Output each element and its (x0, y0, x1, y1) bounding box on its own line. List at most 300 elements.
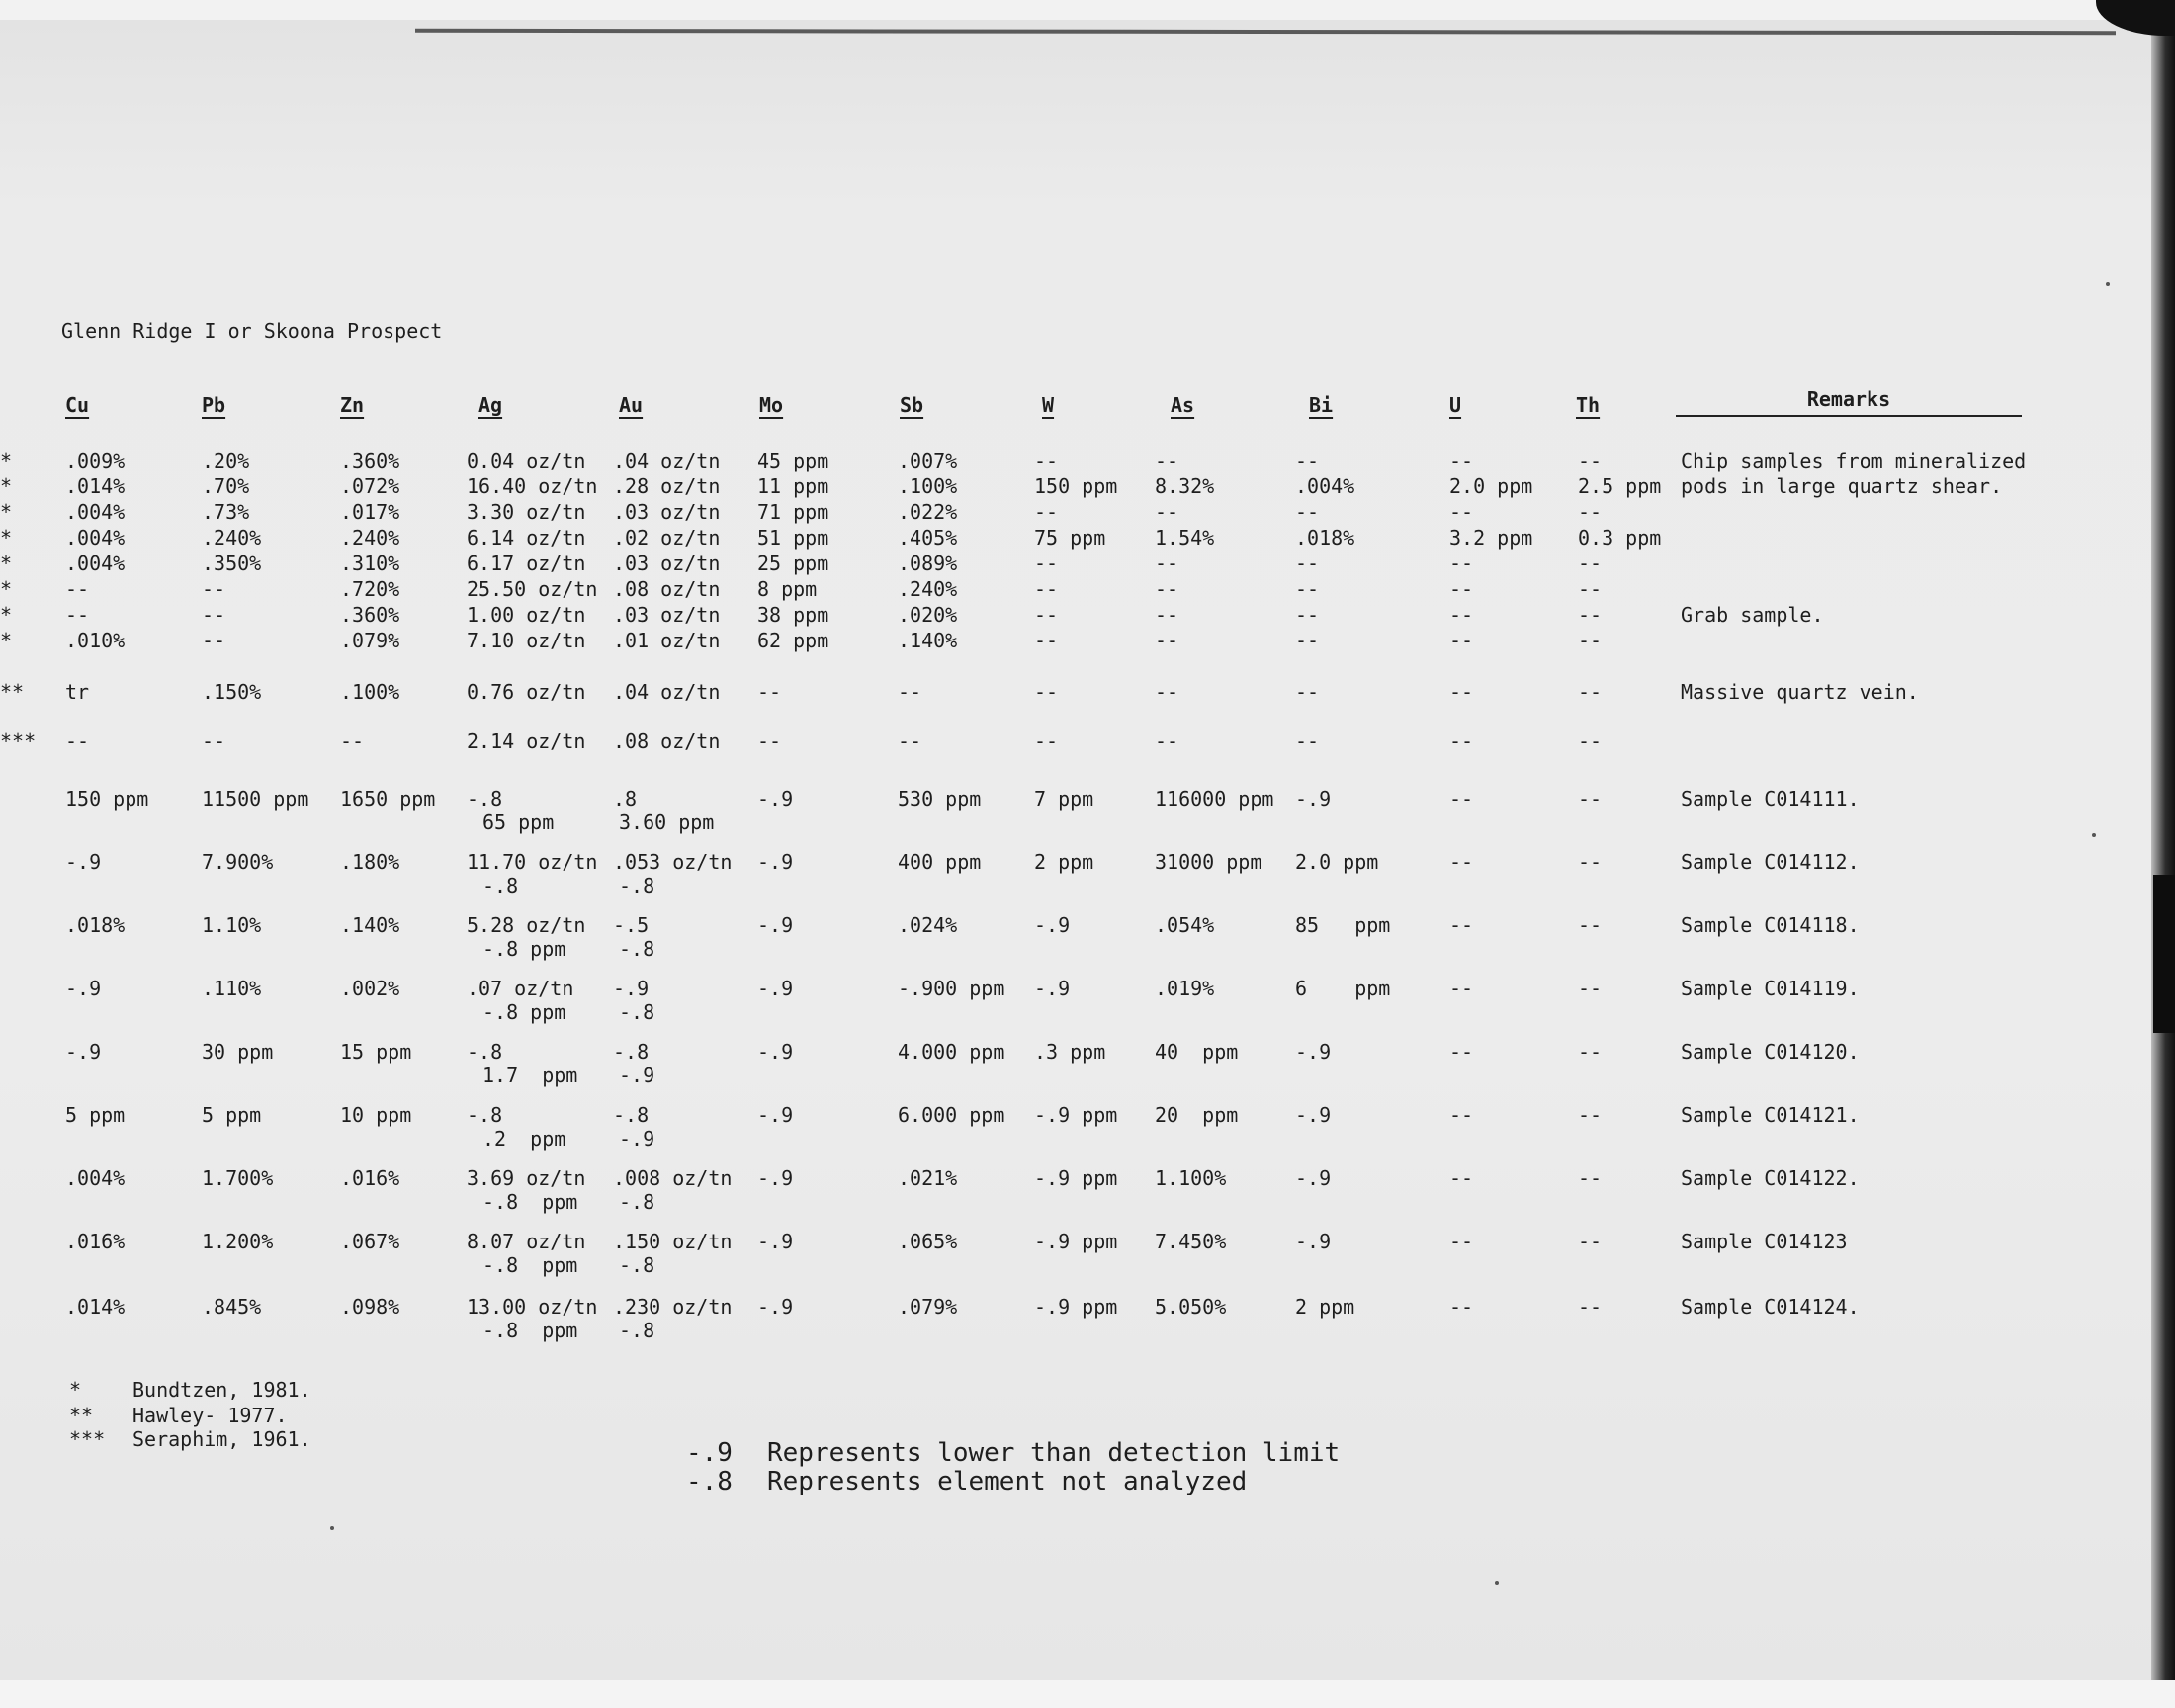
cell-bi: -- (1295, 680, 1320, 704)
scan-top-margin (0, 0, 2175, 20)
cell-ag2: 1.7 ppm (482, 1064, 578, 1087)
cell-cu: .018% (65, 913, 126, 937)
cell-ag: -.8 (467, 1040, 503, 1064)
cell-w: 2 ppm (1034, 850, 1094, 874)
cell-th: -- (1578, 552, 1603, 575)
cell-sb: -.900 ppm (898, 977, 1005, 1000)
cell-w: -- (1034, 577, 1059, 601)
cell-bi: -- (1295, 500, 1320, 524)
cell-sb: .100% (898, 474, 958, 498)
cell-au: .008 oz/tn (613, 1166, 733, 1190)
cell-as: -- (1155, 629, 1179, 652)
cell-cu: .016% (65, 1230, 126, 1253)
cell-pb: -- (202, 629, 226, 652)
cell-th: -- (1578, 913, 1603, 937)
cell-ag: 16.40 oz/tn (467, 474, 598, 498)
legend-code: -.9 (686, 1438, 733, 1468)
cell-au2: -.8 (619, 937, 655, 961)
cell-w: -- (1034, 552, 1059, 575)
cell-bi: -.9 (1295, 1230, 1332, 1253)
cell-au2: -.8 (619, 1319, 655, 1342)
header-as: As (1171, 393, 1195, 417)
cell-ag: 3.30 oz/tn (467, 500, 586, 524)
cell-pb: .240% (202, 526, 262, 550)
cell-w: 7 ppm (1034, 787, 1094, 811)
cell-au: -.5 (613, 913, 650, 937)
cell-as: 116000 ppm (1155, 787, 1274, 811)
cell-sb: 530 ppm (898, 787, 982, 811)
cell-au2: 3.60 ppm (619, 811, 715, 834)
cell-zn: -- (340, 729, 365, 753)
cell-ag2: -.8 ppm (482, 937, 566, 961)
cell-w: -- (1034, 680, 1059, 704)
cell-pb: .845% (202, 1295, 262, 1319)
cell-ag: 3.69 oz/tn (467, 1166, 586, 1190)
cell-remark: Sample C014112. (1681, 850, 1860, 874)
cell-mark: * (0, 474, 13, 498)
cell-ag2: 65 ppm (482, 811, 555, 834)
cell-as: -- (1155, 552, 1179, 575)
header-pb: Pb (202, 393, 226, 417)
cell-u: -- (1449, 1040, 1474, 1064)
cell-w: -.9 ppm (1034, 1166, 1118, 1190)
cell-au: .02 oz/tn (613, 526, 721, 550)
cell-sb: -- (898, 680, 922, 704)
cell-zn: .310% (340, 552, 400, 575)
cell-mark: * (0, 449, 13, 472)
cell-th: -- (1578, 500, 1603, 524)
cell-mo: 45 ppm (757, 449, 829, 472)
cell-remark: Grab sample. (1681, 603, 1824, 627)
scan-speck (2106, 282, 2110, 286)
cell-pb: 5 ppm (202, 1103, 262, 1127)
cell-mo: 8 ppm (757, 577, 818, 601)
cell-zn: .079% (340, 629, 400, 652)
cell-remark: Massive quartz vein. (1681, 680, 1919, 704)
cell-ag2: -.8 ppm (482, 1253, 578, 1277)
cell-as: -- (1155, 449, 1179, 472)
cell-ag: 6.14 oz/tn (467, 526, 586, 550)
cell-au: .04 oz/tn (613, 680, 721, 704)
cell-u: -- (1449, 1230, 1474, 1253)
cell-mo: 25 ppm (757, 552, 829, 575)
cell-as: 7.450% (1155, 1230, 1227, 1253)
cell-mo: -.9 (757, 1103, 794, 1127)
header-au: Au (619, 393, 644, 417)
cell-remark: Sample C014121. (1681, 1103, 1860, 1127)
cell-mark: * (0, 552, 13, 575)
footnote-text: Seraphim, 1961. (132, 1427, 311, 1451)
cell-mark: * (0, 629, 13, 652)
cell-u: -- (1449, 629, 1474, 652)
cell-ag: .07 oz/tn (467, 977, 574, 1000)
cell-as: 1.100% (1155, 1166, 1227, 1190)
cell-au: .8 (613, 787, 638, 811)
cell-w: -.9 ppm (1034, 1230, 1118, 1253)
cell-as: 40 ppm (1155, 1040, 1239, 1064)
cell-w: -.9 (1034, 913, 1071, 937)
cell-cu: .004% (65, 526, 126, 550)
cell-w: 150 ppm (1034, 474, 1118, 498)
cell-cu: -.9 (65, 1040, 102, 1064)
cell-bi: -.9 (1295, 1040, 1332, 1064)
cell-pb: .73% (202, 500, 250, 524)
cell-bi: -- (1295, 577, 1320, 601)
cell-au: .230 oz/tn (613, 1295, 733, 1319)
cell-au2: -.8 (619, 1253, 655, 1277)
cell-au: .08 oz/tn (613, 729, 721, 753)
cell-u: -- (1449, 913, 1474, 937)
legend-text: Represents element not analyzed (767, 1467, 1248, 1496)
cell-ag: -.8 (467, 1103, 503, 1127)
cell-pb: 1.10% (202, 913, 262, 937)
cell-pb: 1.700% (202, 1166, 274, 1190)
cell-au2: -.8 (619, 1190, 655, 1214)
header-ag: Ag (478, 393, 503, 417)
cell-au: .150 oz/tn (613, 1230, 733, 1253)
cell-au2: -.9 (619, 1064, 655, 1087)
cell-u: -- (1449, 500, 1474, 524)
footnote-text: Bundtzen, 1981. (132, 1378, 311, 1402)
cell-cu: .014% (65, 1295, 126, 1319)
cell-ag: 11.70 oz/tn (467, 850, 598, 874)
cell-w: -- (1034, 500, 1059, 524)
cell-au: .03 oz/tn (613, 603, 721, 627)
cell-zn: .240% (340, 526, 400, 550)
cell-u: -- (1449, 1295, 1474, 1319)
cell-w: -.9 (1034, 977, 1071, 1000)
cell-sb: .022% (898, 500, 958, 524)
cell-au: -.9 (613, 977, 650, 1000)
footnote-mark: ** (69, 1404, 94, 1427)
cell-as: 8.32% (1155, 474, 1215, 498)
cell-mark: *** (0, 729, 37, 753)
cell-bi: -- (1295, 449, 1320, 472)
cell-mark: * (0, 526, 13, 550)
scanner-edge-shadow (2151, 0, 2175, 1708)
cell-as: -- (1155, 500, 1179, 524)
cell-w: 75 ppm (1034, 526, 1106, 550)
cell-bi: 2 ppm (1295, 1295, 1355, 1319)
cell-ag: 6.17 oz/tn (467, 552, 586, 575)
cell-as: -- (1155, 729, 1179, 753)
cell-zn: 10 ppm (340, 1103, 412, 1127)
cell-sb: -- (898, 729, 922, 753)
cell-ag2: -.8 ppm (482, 1000, 566, 1024)
cell-th: -- (1578, 449, 1603, 472)
cell-bi: -.9 (1295, 787, 1332, 811)
cell-mark: * (0, 603, 13, 627)
cell-ag: 25.50 oz/tn (467, 577, 598, 601)
cell-pb: -- (202, 577, 226, 601)
cell-as: -- (1155, 603, 1179, 627)
cell-u: -- (1449, 787, 1474, 811)
cell-bi: -.9 (1295, 1166, 1332, 1190)
cell-sb: 4.000 ppm (898, 1040, 1005, 1064)
cell-th: -- (1578, 729, 1603, 753)
cell-zn: .720% (340, 577, 400, 601)
cell-au: .053 oz/tn (613, 850, 733, 874)
cell-zn: .360% (340, 603, 400, 627)
cell-sb: .065% (898, 1230, 958, 1253)
cell-mo: -.9 (757, 1040, 794, 1064)
footnote-mark: *** (69, 1427, 106, 1451)
cell-bi: 85 ppm (1295, 913, 1391, 937)
cell-zn: .100% (340, 680, 400, 704)
cell-zn: .016% (340, 1166, 400, 1190)
cell-w: -.9 ppm (1034, 1295, 1118, 1319)
cell-bi: 6 ppm (1295, 977, 1391, 1000)
cell-bi: -- (1295, 729, 1320, 753)
cell-zn: .067% (340, 1230, 400, 1253)
cell-au: .03 oz/tn (613, 552, 721, 575)
scan-bottom-margin (0, 1680, 2175, 1708)
cell-mo: 62 ppm (757, 629, 829, 652)
cell-mo: -- (757, 729, 782, 753)
cell-au2: -.8 (619, 874, 655, 897)
cell-pb: .350% (202, 552, 262, 575)
cell-cu: -- (65, 729, 90, 753)
cell-bi: -- (1295, 629, 1320, 652)
cell-au: -.8 (613, 1103, 650, 1127)
cell-th: -- (1578, 850, 1603, 874)
cell-remark: Sample C014119. (1681, 977, 1860, 1000)
cell-mo: -.9 (757, 1295, 794, 1319)
cell-u: 3.2 ppm (1449, 526, 1533, 550)
cell-remark: pods in large quartz shear. (1681, 474, 2003, 498)
cell-cu: 150 ppm (65, 787, 149, 811)
cell-au: .04 oz/tn (613, 449, 721, 472)
cell-th: -- (1578, 977, 1603, 1000)
cell-sb: .079% (898, 1295, 958, 1319)
cell-ag: -.8 (467, 787, 503, 811)
legend-code: -.8 (686, 1467, 733, 1496)
cell-sb: .140% (898, 629, 958, 652)
cell-pb: .150% (202, 680, 262, 704)
cell-w: -- (1034, 729, 1059, 753)
cell-mo: -.9 (757, 977, 794, 1000)
header-th: Th (1576, 393, 1601, 417)
cell-th: -- (1578, 1040, 1603, 1064)
cell-zn: .017% (340, 500, 400, 524)
cell-zn: .072% (340, 474, 400, 498)
cell-mo: -- (757, 680, 782, 704)
cell-u: 2.0 ppm (1449, 474, 1533, 498)
cell-ag: 2.14 oz/tn (467, 729, 586, 753)
cell-as: 20 ppm (1155, 1103, 1239, 1127)
cell-th: 0.3 ppm (1578, 526, 1662, 550)
cell-cu: tr (65, 680, 90, 704)
cell-remark: Sample C014124. (1681, 1295, 1860, 1319)
cell-as: .054% (1155, 913, 1215, 937)
cell-sb: .021% (898, 1166, 958, 1190)
cell-w: -- (1034, 603, 1059, 627)
footnote-mark: * (69, 1378, 82, 1402)
cell-th: 2.5 ppm (1578, 474, 1662, 498)
footnote-text: Hawley- 1977. (132, 1404, 288, 1427)
cell-zn: 1650 ppm (340, 787, 436, 811)
cell-cu: .004% (65, 552, 126, 575)
cell-as: 31000 ppm (1155, 850, 1262, 874)
header-w: W (1042, 393, 1055, 417)
cell-bi: -- (1295, 552, 1320, 575)
cell-th: -- (1578, 1103, 1603, 1127)
cell-sb: 6.000 ppm (898, 1103, 1005, 1127)
cell-au: .01 oz/tn (613, 629, 721, 652)
cell-u: -- (1449, 977, 1474, 1000)
cell-au2: -.8 (619, 1000, 655, 1024)
cell-u: -- (1449, 850, 1474, 874)
cell-sb: .089% (898, 552, 958, 575)
cell-mark: * (0, 577, 13, 601)
cell-u: -- (1449, 577, 1474, 601)
cell-u: -- (1449, 1166, 1474, 1190)
cell-au: .03 oz/tn (613, 500, 721, 524)
cell-cu: -- (65, 577, 90, 601)
cell-pb: .70% (202, 474, 250, 498)
header-remarks: Remarks (1676, 387, 2022, 417)
cell-u: -- (1449, 680, 1474, 704)
cell-remark: Chip samples from mineralized (1681, 449, 2027, 472)
cell-sb: 400 ppm (898, 850, 982, 874)
cell-remark: Sample C014123 (1681, 1230, 1848, 1253)
cell-sb: .024% (898, 913, 958, 937)
cell-pb: 30 ppm (202, 1040, 274, 1064)
cell-as: 5.050% (1155, 1295, 1227, 1319)
cell-th: -- (1578, 629, 1603, 652)
cell-th: -- (1578, 1230, 1603, 1253)
document-title: Glenn Ridge I or Skoona Prospect (61, 319, 443, 343)
cell-zn: 15 ppm (340, 1040, 412, 1064)
cell-u: -- (1449, 449, 1474, 472)
cell-ag: 5.28 oz/tn (467, 913, 586, 937)
cell-zn: .140% (340, 913, 400, 937)
cell-mo: 71 ppm (757, 500, 829, 524)
header-bi: Bi (1309, 393, 1334, 417)
cell-cu: 5 ppm (65, 1103, 126, 1127)
cell-cu: .004% (65, 500, 126, 524)
scanner-edge-notch (2153, 875, 2175, 1033)
cell-th: -- (1578, 787, 1603, 811)
cell-bi: .004% (1295, 474, 1355, 498)
cell-zn: .180% (340, 850, 400, 874)
cell-zn: .098% (340, 1295, 400, 1319)
cell-u: -- (1449, 1103, 1474, 1127)
legend-text: Represents lower than detection limit (767, 1438, 1341, 1468)
cell-cu: .009% (65, 449, 126, 472)
cell-th: -- (1578, 1166, 1603, 1190)
scan-speck (330, 1526, 334, 1530)
cell-mo: 51 ppm (757, 526, 829, 550)
cell-remark: Sample C014122. (1681, 1166, 1860, 1190)
cell-ag2: -.8 ppm (482, 1190, 578, 1214)
cell-pb: 7.900% (202, 850, 274, 874)
cell-mo: 38 ppm (757, 603, 829, 627)
cell-cu: -.9 (65, 850, 102, 874)
cell-mark: * (0, 500, 13, 524)
cell-ag2: .2 ppm (482, 1127, 566, 1151)
cell-as: -- (1155, 680, 1179, 704)
cell-pb: .110% (202, 977, 262, 1000)
cell-as: 1.54% (1155, 526, 1215, 550)
cell-pb: -- (202, 729, 226, 753)
cell-cu: .014% (65, 474, 126, 498)
cell-u: -- (1449, 552, 1474, 575)
cell-cu: .010% (65, 629, 126, 652)
cell-mark: ** (0, 680, 25, 704)
cell-sb: .007% (898, 449, 958, 472)
cell-ag: 13.00 oz/tn (467, 1295, 598, 1319)
cell-ag: 0.04 oz/tn (467, 449, 586, 472)
cell-mo: -.9 (757, 1166, 794, 1190)
cell-th: -- (1578, 1295, 1603, 1319)
cell-w: -- (1034, 629, 1059, 652)
cell-ag: 8.07 oz/tn (467, 1230, 586, 1253)
cell-ag: 0.76 oz/tn (467, 680, 586, 704)
cell-au: .08 oz/tn (613, 577, 721, 601)
header-cu: Cu (65, 393, 90, 417)
cell-th: -- (1578, 577, 1603, 601)
cell-ag: 7.10 oz/tn (467, 629, 586, 652)
cell-ag: 1.00 oz/tn (467, 603, 586, 627)
cell-bi: -.9 (1295, 1103, 1332, 1127)
cell-remark: Sample C014118. (1681, 913, 1860, 937)
cell-bi: -- (1295, 603, 1320, 627)
cell-mo: -.9 (757, 1230, 794, 1253)
cell-ag2: -.8 ppm (482, 1319, 578, 1342)
cell-th: -- (1578, 680, 1603, 704)
cell-cu: .004% (65, 1166, 126, 1190)
paper-fold-line (415, 29, 2116, 35)
cell-w: -.9 ppm (1034, 1103, 1118, 1127)
cell-w: .3 ppm (1034, 1040, 1106, 1064)
cell-sb: .240% (898, 577, 958, 601)
cell-u: -- (1449, 603, 1474, 627)
cell-w: -- (1034, 449, 1059, 472)
cell-au2: -.9 (619, 1127, 655, 1151)
cell-sb: .405% (898, 526, 958, 550)
cell-as: .019% (1155, 977, 1215, 1000)
cell-mo: -.9 (757, 787, 794, 811)
cell-pb: 11500 ppm (202, 787, 309, 811)
cell-bi: .018% (1295, 526, 1355, 550)
cell-mo: -.9 (757, 850, 794, 874)
cell-ag2: -.8 (482, 874, 519, 897)
cell-sb: .020% (898, 603, 958, 627)
cell-as: -- (1155, 577, 1179, 601)
cell-remark: Sample C014111. (1681, 787, 1860, 811)
scan-speck (1495, 1581, 1499, 1585)
header-sb: Sb (900, 393, 924, 417)
cell-pb: 1.200% (202, 1230, 274, 1253)
cell-au: .28 oz/tn (613, 474, 721, 498)
cell-remark: Sample C014120. (1681, 1040, 1860, 1064)
cell-bi: 2.0 ppm (1295, 850, 1379, 874)
scan-speck (2092, 833, 2096, 837)
cell-pb: -- (202, 603, 226, 627)
header-zn: Zn (340, 393, 365, 417)
cell-cu: -.9 (65, 977, 102, 1000)
cell-pb: .20% (202, 449, 250, 472)
cell-zn: .360% (340, 449, 400, 472)
cell-mo: -.9 (757, 913, 794, 937)
header-u: U (1449, 393, 1462, 417)
cell-th: -- (1578, 603, 1603, 627)
cell-au: -.8 (613, 1040, 650, 1064)
cell-mo: 11 ppm (757, 474, 829, 498)
cell-zn: .002% (340, 977, 400, 1000)
cell-cu: -- (65, 603, 90, 627)
